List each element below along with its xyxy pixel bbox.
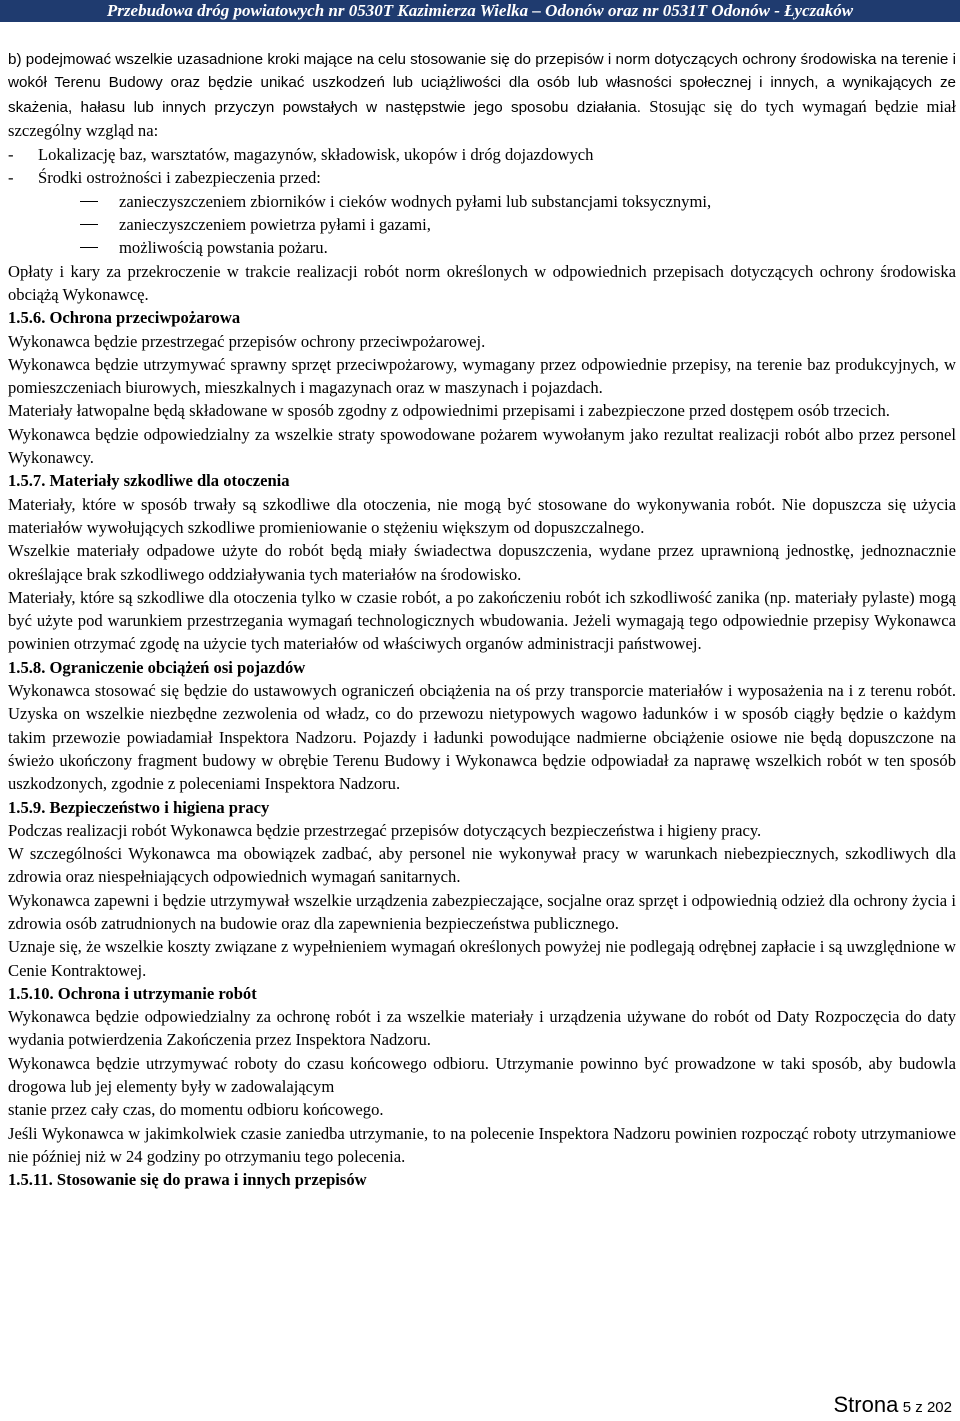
paragraph: Wykonawca zapewni i będzie utrzymywał wszelkie urządzenia zabezpieczające, socjalne oraz sprzęt i odpowiednią odzież dla ochrony życia i zdrowia osób zatrudnionych na budowie oraz dla zapewnienia bezpieczeństwa publicznego. xyxy=(8,890,956,933)
env-sub-item xyxy=(8,213,956,236)
paragraph: Wykonawca będzie odpowiedzialny za ochronę robót i za wszelkie materiały i urządzenia używane do robót od Daty Rozpoczęcia do daty wydania potwierdzenia Zakończenia przez Inspektora Nadzoru. xyxy=(8,1007,956,1050)
page-number xyxy=(834,1392,953,1418)
env-sub-text: możliwością powstania pożaru. xyxy=(119,238,328,258)
env-b-text: b) podejmować wszelkie uzasadnione kroki mające na celu stosowanie się do przepisów i norm dotyczących ochrony środowiska na terenie i wokół Terenu Budowy oraz będzie unikać uszkodzeń lub uciążliwości dla osób lub własności społecznej i innych, a wynikających ze skażenia, hałasu lub innych przyczyn powstałych w następstwie jego sposobu działania. xyxy=(8,51,956,116)
env-sub-text: zanieczyszczeniem powietrza pyłami i gazami, xyxy=(119,215,431,235)
env-fines-paragraph: Opłaty i kary za przekroczenie w trakcie realizacji robót norm określonych w odpowiednich przepisach dotyczących ochrony środowiska obciążą Wykonawcę. xyxy=(8,261,956,304)
env-dash-text: Środki ostrożności i zabezpieczenia przed: xyxy=(38,168,321,188)
section-heading-1-5-6: 1.5.6. Ochrona przeciwpożarowa xyxy=(8,308,241,328)
paragraph: Uznaje się, że wszelkie koszty związane z wypełnieniem wymagań określonych powyżej nie podlegają odrębnej zapłacie i są uwzględnione w Cenie Kontraktowej. xyxy=(8,937,956,980)
paragraph: Wykonawca będzie utrzymywać roboty do czasu końcowego odbioru. Utrzymanie powinno być prowadzone w taki sposób, aby budowla drogowa lub jej elementy były w zadowalającym xyxy=(8,1053,956,1097)
env-sub-text: zanieczyszczeniem zbiorników i cieków wodnych pyłami lub substancjami toksycznymi, xyxy=(119,191,712,211)
section-heading-1-5-9: 1.5.9. Bezpieczeństwo i higiena pracy xyxy=(8,797,270,817)
paragraph: Wykonawca będzie odpowiedzialny za wszelkie straty spowodowane pożarem wywołanym jako rezultat realizacji robót albo przez personel Wykonawcy. xyxy=(8,424,956,468)
paragraph: Jeśli Wykonawca w jakimkolwiek czasie zaniedba utrzymanie, to na polecenie Inspektora Nadzoru powinien rozpocząć roboty utrzymaniowe nie później niż w 24 godziny po otrzymaniu tego polecenia. xyxy=(8,1123,956,1166)
env-paragraph-b xyxy=(8,48,956,143)
page-content xyxy=(8,48,956,1192)
paragraph: Materiały łatwopalne będą składowane w sposób zgodny z odpowiednimi przepisami i zabezpieczone przed dostępem osób trzecich. xyxy=(8,401,890,421)
paragraph: stanie przez cały czas, do momentu odbioru końcowego. xyxy=(8,1100,384,1120)
section-heading-1-5-10: 1.5.10. Ochrona i utrzymanie robót xyxy=(8,983,257,1003)
paragraph: Materiały, które w sposób trwały są szkodliwe dla otoczenia, nie mogą być stosowane do wykonywania robót. Nie dopuszcza się użycia materiałów wywołujących szkodliwe promieniowanie o stężeniu większym od dopuszczalnego. xyxy=(8,494,956,537)
section-heading-1-5-8: 1.5.8. Ograniczenie obciążeń osi pojazdów xyxy=(8,657,306,677)
paragraph: W szczególności Wykonawca ma obowiązek zadbać, aby personel nie wykonywał pracy w warunkach niebezpiecznych, szkodliwych dla zdrowia oraz niespełniających odpowiednich wymagań sanitarnych. xyxy=(8,844,956,887)
document-title: Przebudowa dróg powiatowych nr 0530T Kazimierza Wielka – Odonów oraz nr 0531T Odonów - Łyczaków xyxy=(106,1,854,20)
page-counter: 5 z 202 xyxy=(902,1399,952,1416)
env-dash-item: - Lokalizację baz, warsztatów, magazynów, składowisk, ukopów i dróg dojazdowych xyxy=(8,145,594,165)
page-label: Strona xyxy=(833,1392,899,1417)
paragraph: Wykonawca stosować się będzie do ustawowych ograniczeń obciążenia na oś przy transporcie materiałów i wyposażenia na i z terenu robót. Uzyska on wszelkie niezbędne zezwolenia od władz, co do przewozu nietypowych wagowo ładunków i w sposób ciągły będzie o każdym takim przewozie powiadamiał Inspektora Nadzoru. Pojazdy i ładunki powodujące nadmierne obciążenie osiowe nie będą dopuszczone na świeżo ukończony fragment budowy w obrębie Terenu Budowy i Wykonawca będzie odpowiadał za naprawę wszelkich robót w ten sposób uszkodzonych, zgodnie z poleceniami Inspektora Nadzoru. xyxy=(8,681,956,794)
env-dash-text: Lokalizację baz, warsztatów, magazynów, składowisk, ukopów i dróg dojazdowych xyxy=(38,145,594,165)
paragraph: Wykonawca będzie przestrzegać przepisów ochrony przeciwpożarowej. xyxy=(8,331,486,351)
section-heading-1-5-11: 1.5.11. Stosowanie się do prawa i innych przepisów xyxy=(8,1170,367,1190)
env-sub-item xyxy=(8,190,956,213)
paragraph: Materiały, które są szkodliwe dla otoczenia tylko w czasie robót, a po zakończeniu robót ich szkodliwość zanika (np. materiały pylaste) mogą być użyte pod warunkiem przestrzegania wymagań technologicznych wbudowania. Jeżeli wymagają tego odpowiednie przepisy Wykonawca powinien otrzymać zgodę na użycie tych materiałów od właściwych organów administracji państwowej. xyxy=(8,587,956,654)
paragraph: Podczas realizacji robót Wykonawca będzie przestrzegać przepisów dotyczących bezpieczeństwa i higieny pracy. xyxy=(8,820,762,840)
env-sub-item xyxy=(8,236,956,259)
env-dash-item: - Środki ostrożności i zabezpieczenia przed: xyxy=(8,168,321,188)
header-bar xyxy=(0,0,960,22)
paragraph: Wszelkie materiały odpadowe użyte do robót będą miały świadectwa dopuszczenia, wydane przez uprawnioną jednostkę, jednoznacznie określające brak szkodliwego oddziaływania tych materiałów na środowisko. xyxy=(8,541,956,584)
section-heading-1-5-7: 1.5.7. Materiały szkodliwe dla otoczenia xyxy=(8,471,290,491)
env-b-tail: Stosując się do tych wymagań będzie miał szczególny wzgląd na: xyxy=(8,96,956,140)
paragraph: Wykonawca będzie utrzymywać sprawny sprzęt przeciwpożarowy, wymagany przez odpowiednie przepisy, na terenie baz produkcyjnych, w pomieszczeniach biurowych, mieszkalnych i magazynach oraz w maszynach i pojazdach. xyxy=(8,354,956,398)
